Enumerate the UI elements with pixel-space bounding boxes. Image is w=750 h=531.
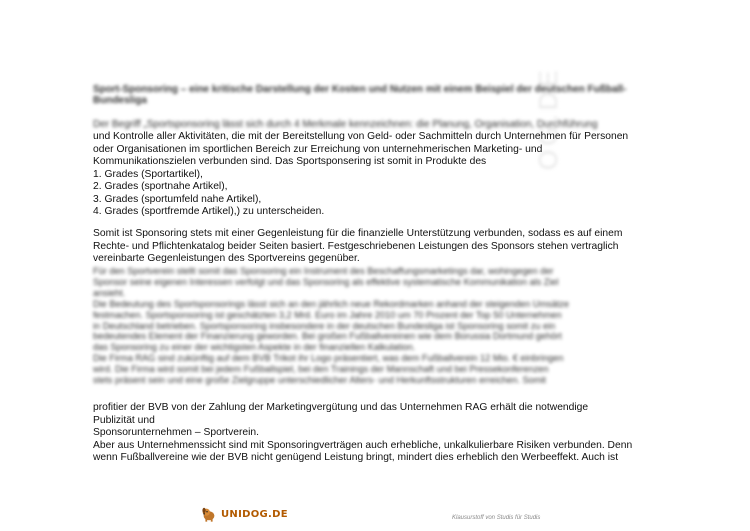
list-item: 3. Grades (sportumfeld nahe Artikel), [93,193,262,205]
paragraph-line: Aber aus Unternehmenssicht sind mit Sponsoringverträgen auch erhebliche, unkalkulierbare Risiken verbunden. Denn [93,439,633,451]
blurred-line: ansieht. [93,287,126,298]
blurred-line: Die Firma RAG sind zukünftig auf dem BVB Trikot ihr Logo präsentiert, was dem Fußballverein 12 Mio. € einbringen [93,353,564,364]
paragraph-line: und Kontrolle aller Aktivitäten, die mit der Bereitstellung von Geld- oder Sachmitteln durch Unternehmen für Personen [93,131,629,142]
paragraph-line: Somit ist Sponsoring stets mit einer Gegenleistung für die finanzielle Unterstützung verbunden, sodass es auf einem [93,228,623,239]
paragraph-line: profitier der BVB von der Zahlung der Marketingvergütung und das Unternehmen RAG erhält die notwendige [93,402,589,413]
paragraph-line: wenn Fußballvereine wie der BVB nicht genügend Leistung bringt, mindert dies erheblich den Werbeeffekt. Auch ist [93,452,619,463]
unidog-logo [200,504,288,524]
paragraph-line: Kommunikationszielen verbunden sind. Das Sportsponsering ist somit in Produkte des [93,156,487,167]
blurred-line: stets präsent sein und eine große Zielgruppe unterschiedlicher Alters- und Herkunftsstrukturen erreichen. Somit [93,375,546,386]
paragraph-line: vereinbarte Gegenleistungen des Sportvereins gegenüber. [93,253,360,264]
blurred-line: wird. Die Firma wird somit bei jedem Fußballspiel, bei den Trainings der Mannschaft und bei Pressekonferenzen [93,364,549,375]
list-item: 1. Grades (Sportartikel), [93,168,203,180]
dog-mascot-icon [200,505,218,523]
blurred-line: Sponsor seine eigenen Interessen verfolgt und das Sponsoring als effektive systematische Kommunikation als Ziel [93,276,559,287]
blurred-line: in Deutschland betrieben. Sportsponsoring insbesondere in der deutschen Bundesliga ist Sponsoring somit zu ein [93,320,556,331]
document-title: Sport-Sponsoring – eine kritische Darstellung der Kosten und Nutzen mit einem Beispiel der deutschen Fußball-Bundesliga [93,84,627,106]
blurred-section [93,266,663,386]
blurred-line: festmachen. Sportsponsoring ist geschätzten 3,2 Mrd. Euro im Jahre 2010 um 70 Prozent der Top 50 Unternehmen [93,309,562,320]
blurred-line: Die Bedeutung des Sportsponsorings lässt sich an den jährlich neue Rekordmarken anhand der steigenden Umsätze [93,298,569,309]
intro-blurred-line: Der Begriff „Sportsponsoring lässt sich durch 4 Merkmale kennzeichnen: die Planung, Organisation, Durchführung [93,119,598,130]
paragraph-line: Rechte- und Pflichtenkatalog beider Seiten basiert. Festgeschriebenen Leistungen des Sponsors stehen vertraglich [93,240,619,252]
paragraph-line: Publizität und [93,414,155,426]
list-item: 2. Grades (sportnahe Artikel), [93,181,228,192]
paragraph-line: oder Organisationen im sportlichen Bereich zur Erreichung von unternehmerischen Marketing- und [93,143,543,155]
blurred-line: bedeutendes Element der Finanzierung geworden. Bei großen Fußballvereinen wie dem Borussia Dortmund gehört [93,331,562,342]
blurred-line: Für den Sportverein stellt somit das Sponsoring ein Instrument des Beschaffungsmarketings dar, wohingegen der [93,266,554,276]
logo-text: UNIDOG.DE [221,508,288,520]
paragraph-line: Sponsorunternehmen – Sportverein. [93,427,259,438]
blurred-line: das Sponsoring zu einer der wichtigsten Aspekte in der finanziellen Kalkulation. [93,342,416,353]
footer-caption: Klausurstoff von Studis für Studis [452,515,541,521]
list-item: 4. Grades (sportfremde Artikel),) zu unterscheiden. [93,206,325,217]
watermark: OG.DE [533,66,563,170]
